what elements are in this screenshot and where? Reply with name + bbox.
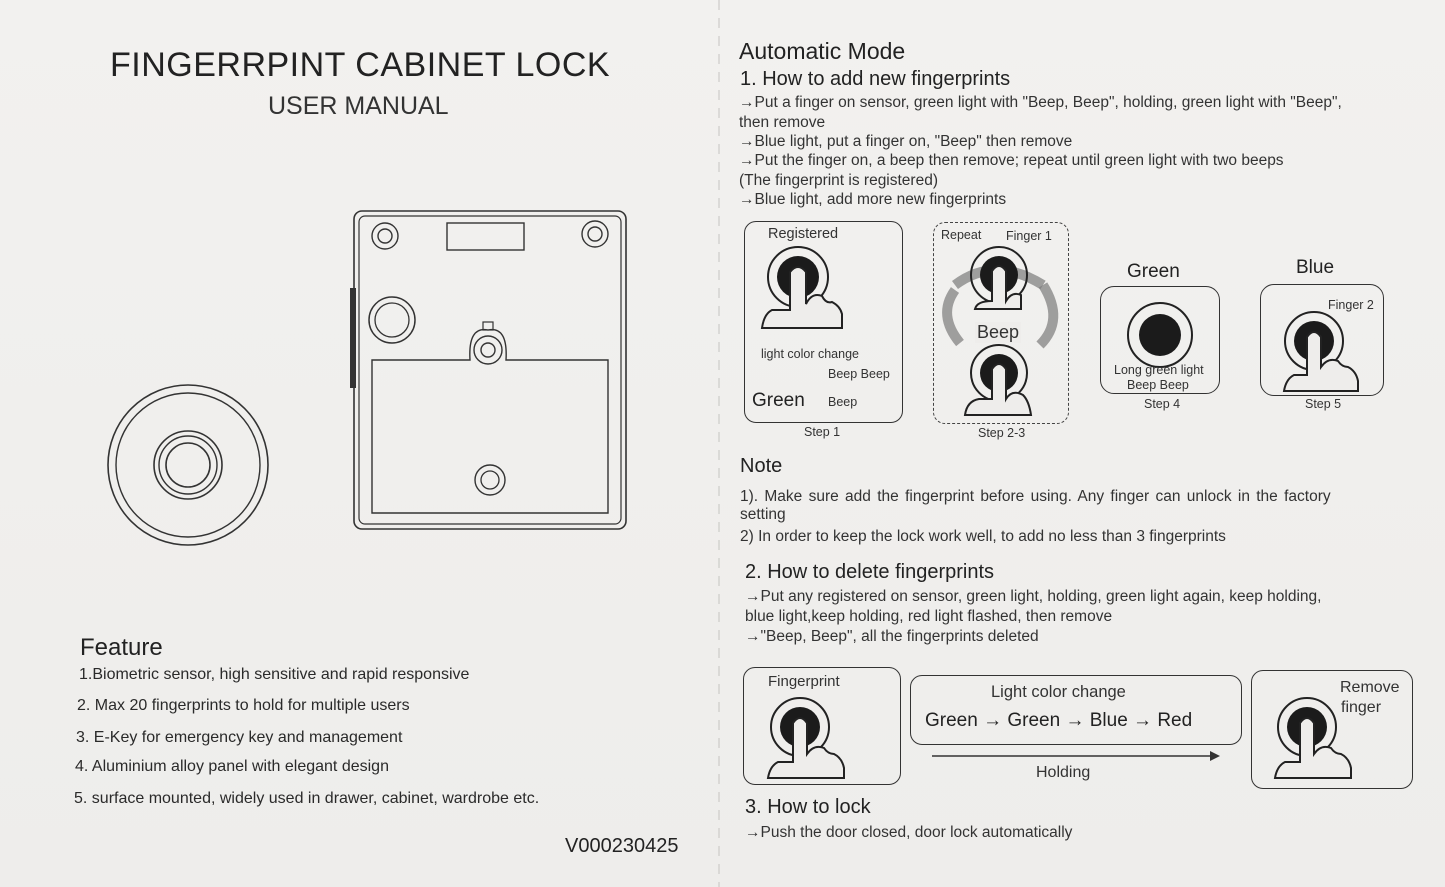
beep-beep-label: Beep Beep bbox=[1127, 378, 1189, 392]
finger2-label: Finger 2 bbox=[1328, 298, 1374, 312]
delete-step-line: →"Beep, Beep", all the fingerprints deleted bbox=[745, 628, 1039, 645]
sensor-lit-icon bbox=[1125, 300, 1195, 370]
step5-blue-heading: Blue bbox=[1296, 257, 1335, 278]
add-step-line: →Blue light, put a finger on, "Beep" then remove bbox=[739, 133, 1073, 150]
finger-on-sensor-icon bbox=[1272, 692, 1372, 782]
lock-step-line: →Push the door closed, door lock automatically bbox=[745, 824, 1073, 841]
add-step-line: →Put the finger on, a beep then remove; repeat until green light with two beeps bbox=[739, 152, 1284, 169]
feature-heading: Feature bbox=[80, 634, 163, 661]
step1-caption: Step 1 bbox=[804, 425, 841, 439]
repeat-label: Repeat bbox=[941, 228, 982, 242]
manual-title: FINGERRPINT CABINET LOCK bbox=[110, 46, 611, 84]
finger-on-sensor-icon bbox=[1278, 305, 1378, 393]
add-fingerprints-heading: 1. How to add new fingerprints bbox=[740, 68, 1011, 90]
finger1-label: Finger 1 bbox=[1006, 229, 1052, 243]
version-code: V000230425 bbox=[565, 835, 679, 857]
lock-body-illustration bbox=[350, 208, 630, 533]
beep-label: Beep bbox=[977, 322, 1020, 342]
add-step-line: (The fingerprint is registered) bbox=[739, 172, 938, 189]
beep-label: Beep bbox=[828, 395, 858, 409]
finger-label: finger bbox=[1341, 699, 1382, 716]
feature-item: 1.Biometric sensor, high sensitive and rapid responsive bbox=[79, 666, 470, 683]
note-heading: Note bbox=[740, 455, 783, 477]
registered-label: Registered bbox=[768, 226, 839, 242]
color-sequence-label: Green → Green → Blue → Red bbox=[925, 710, 1193, 731]
page-fold bbox=[718, 0, 720, 887]
holding-arrow-icon bbox=[932, 750, 1222, 762]
lock-heading: 3. How to lock bbox=[745, 796, 871, 818]
add-step-line: →Put a finger on sensor, green light with "Beep, Beep", holding, green light with "Beep", bbox=[739, 94, 1342, 111]
step4-green-heading: Green bbox=[1127, 261, 1180, 282]
feature-item: 4. Aluminium alloy panel with elegant design bbox=[75, 758, 389, 775]
beep-beep-label: Beep Beep bbox=[828, 367, 890, 381]
holding-label: Holding bbox=[1036, 764, 1091, 781]
step5-caption: Step 5 bbox=[1305, 397, 1342, 411]
automatic-mode-heading: Automatic Mode bbox=[739, 38, 906, 64]
light-color-change-label: Light color change bbox=[991, 683, 1126, 701]
feature-item: 2. Max 20 fingerprints to hold for multiple users bbox=[77, 697, 410, 714]
add-step-line: →Blue light, add more new fingerprints bbox=[739, 191, 1007, 208]
note-line: 1). Make sure add the fingerprint before using. Any finger can unlock in the factory bbox=[740, 488, 1331, 505]
feature-item: 5. surface mounted, widely used in drawer, cabinet, wardrobe etc. bbox=[74, 790, 540, 807]
light-color-change-label: light color change bbox=[761, 347, 859, 361]
manual-subtitle: USER MANUAL bbox=[268, 92, 449, 120]
delete-fingerprints-heading: 2. How to delete fingerprints bbox=[745, 561, 995, 583]
fingerprint-label: Fingerprint bbox=[768, 673, 840, 690]
finger-on-sensor-icon bbox=[765, 692, 865, 782]
step23-caption: Step 2-3 bbox=[978, 426, 1026, 440]
long-green-light-label: Long green light bbox=[1114, 363, 1204, 377]
add-step-line: then remove bbox=[739, 114, 826, 131]
note-line: setting bbox=[740, 506, 786, 523]
remove-label: Remove bbox=[1340, 679, 1400, 696]
finger-on-sensor-icon bbox=[760, 244, 860, 334]
note-line: 2) In order to keep the lock work well, to add no less than 3 fingerprints bbox=[740, 528, 1226, 545]
round-sensor-illustration bbox=[105, 385, 275, 550]
step4-caption: Step 4 bbox=[1144, 397, 1181, 411]
feature-item: 3. E-Key for emergency key and management bbox=[76, 729, 403, 746]
green-label: Green bbox=[752, 390, 805, 411]
delete-step-line: blue light,keep holding, red light flashed, then remove bbox=[745, 608, 1113, 625]
delete-step-line: →Put any registered on sensor, green light, holding, green light again, keep holding, bbox=[745, 588, 1322, 605]
